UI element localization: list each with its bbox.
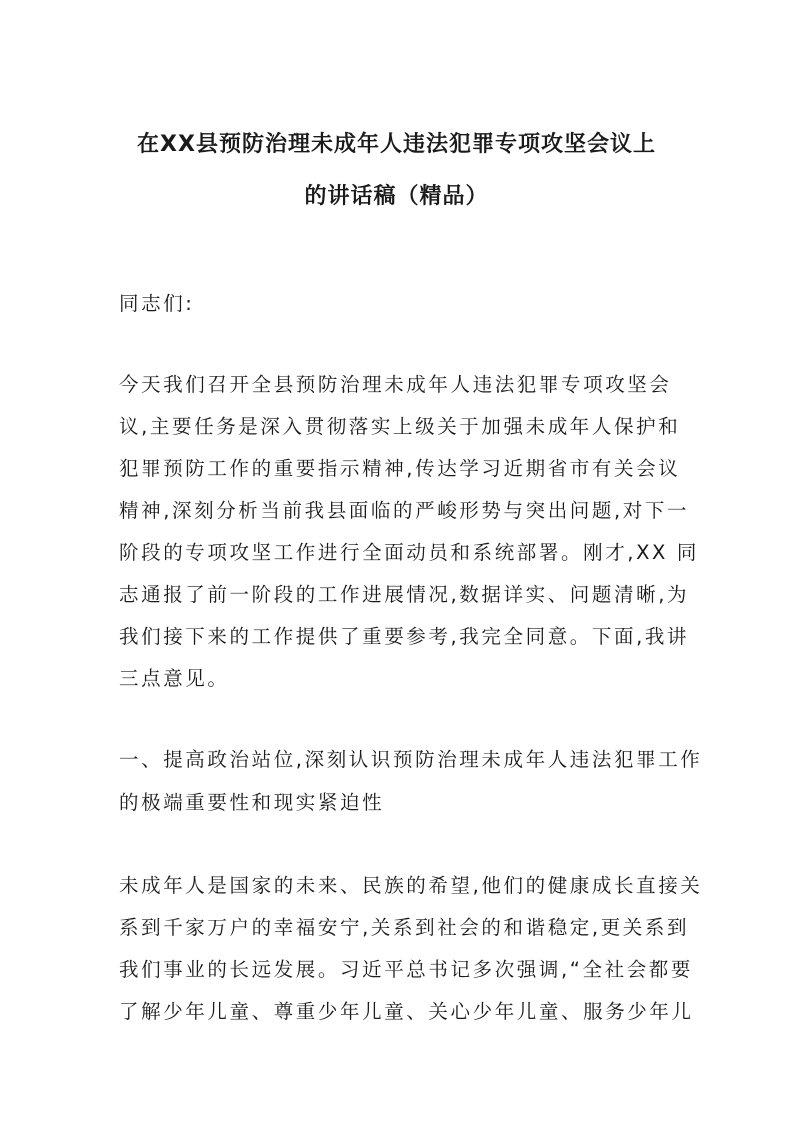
paragraph-line: 犯罪预防工作的重要指示精神,传达学习近期省市有关会议 <box>119 457 681 480</box>
document-title-line-1: 在XX县预防治理未成年人违法犯罪专项攻坚会议上 <box>137 132 656 157</box>
paragraph-line: 阶段的专项攻坚工作进行全面动员和系统部署。刚才,XX 同 <box>119 541 699 564</box>
paragraph-line: 志通报了前一阶段的工作进展情况,数据详实、问题清晰,为 <box>119 583 690 606</box>
paragraph-line: 精神,深刻分析当前我县面临的严峻形势与突出问题,对下一 <box>119 499 690 522</box>
paragraph-line: 了解少年儿童、尊重少年儿童、关心少年儿童、服务少年儿 <box>119 1000 694 1023</box>
heading-line: 的极端重要性和现实紧迫性 <box>119 791 385 814</box>
heading-line: 一、提高政治站位,深刻认识预防治理未成年人违法犯罪工作 <box>119 748 703 771</box>
document-title-line-2: 的讲话稿（精品） <box>304 184 489 209</box>
paragraph-line: 三点意见。 <box>119 667 230 690</box>
paragraph-line: 未成年人是国家的未来、民族的希望,他们的健康成长直接关 <box>119 874 703 897</box>
paragraph-line: 系到千家万户的幸福安宁,关系到社会的和谐稳定,更关系到 <box>119 916 690 939</box>
paragraph-line: 议,主要任务是深入贯彻落实上级关于加强未成年人保护和 <box>119 415 681 438</box>
paragraph-line: 今天我们召开全县预防治理未成年人违法犯罪专项攻坚会 <box>119 373 672 396</box>
paragraph-line: 我们接下来的工作提供了重要参考,我完全同意。下面,我讲 <box>119 625 690 648</box>
paragraph-line: 我们事业的长远发展。习近平总书记多次强调,“全社会都要 <box>119 958 694 981</box>
salutation: 同志们: <box>119 292 195 315</box>
